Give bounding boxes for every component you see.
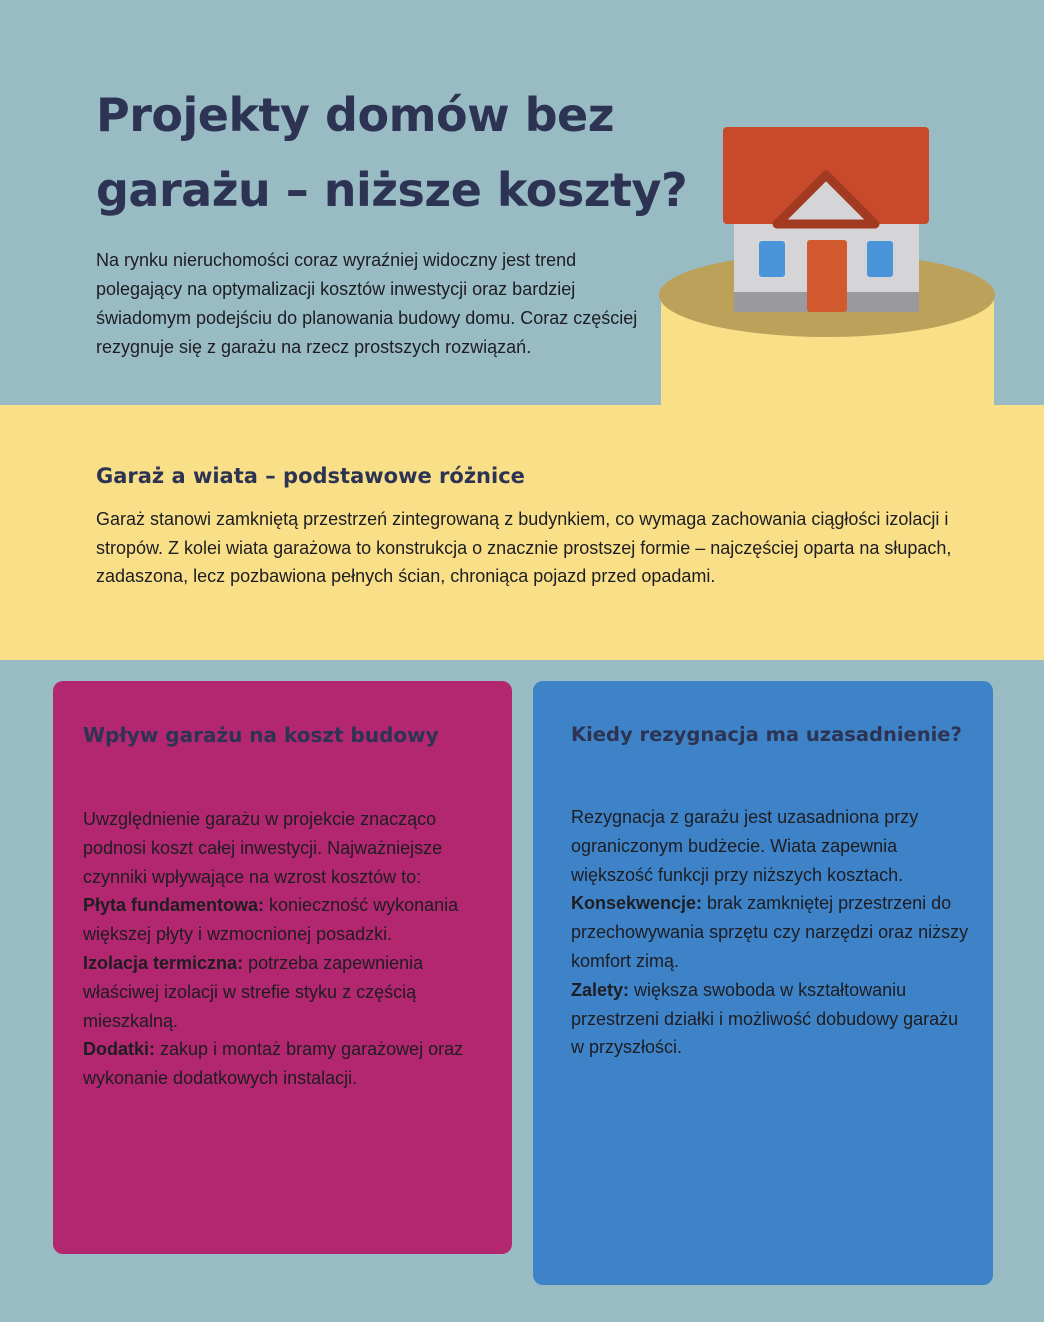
item-text: większa swoboda w kształtowaniu przestrzeni działki i możliwość dobudowy garażu w przyszłości. (571, 979, 959, 1058)
item-text: potrzeba zapewnienia właściwej izolacji w strefie styku z częścią mieszkalną. (83, 952, 424, 1031)
card-cost-impact (53, 681, 512, 1254)
item-label: Płyta fundamentowa: (83, 895, 265, 916)
list-item (83, 1035, 488, 1093)
card-body (83, 805, 488, 1093)
intro-text: Na rynku nieruchomości coraz wyraźniej widoczny jest trend polegający na optymalizacji kosztów inwestycji oraz bardziej świadomym podejściu do planowania budowy domu. Coraz częściej rezygnuje się z garażu na rzecz prostszych rozwiązań. (96, 250, 638, 357)
card-body (571, 803, 971, 1062)
page-title: Projekty domów bez garażu – niższe koszty? (96, 88, 688, 217)
item-text: brak zamkniętej przestrzeni do przechowywania sprzętu czy narzędzi oraz niższy komfort zimą. (571, 893, 969, 971)
item-label: Dodatki: (83, 1039, 155, 1060)
card-when-justified (533, 681, 993, 1285)
section-heading: Garaż a wiata – podstawowe różnice (96, 464, 525, 488)
card-intro: Uwzględnienie garażu w projekcie znacząco podnosi koszt całej inwestycji. Najważniejsze czynniki wpływające na wzrost kosztów to: (83, 809, 443, 887)
house-icon (656, 120, 998, 410)
item-label: Izolacja termiczna: (83, 952, 244, 973)
card-title: Kiedy rezygnacja ma uzasadnienie? (571, 723, 962, 746)
list-item (83, 891, 488, 949)
card-intro: Rezygnacja z garażu jest uzasadniona przy ograniczonym budżecie. Wiata zapewnia większość funkcji przy niższych kosztach. (571, 807, 919, 885)
list-item (83, 949, 488, 1035)
section-text: Garaż stanowi zamkniętą przestrzeń zintegrowaną z budynkiem, co wymaga zachowania ciągłości izolacji i stropów. Z kolei wiata garażowa to konstrukcja o znacznie prostszej formie – najczęściej oparta na słupach, zadaszona, lecz pozbawiona pełnych ścian, chroniąca pojazd przed opadami. (96, 509, 952, 586)
item-label: Zalety: (571, 979, 630, 1000)
window-right (867, 241, 893, 277)
list-item (571, 889, 971, 975)
house-door (807, 240, 847, 312)
item-text: konieczność wykonania większej płyty i wzmocnionej posadzki. (83, 895, 459, 945)
item-text: zakup i montaż bramy garażowej oraz wykonanie dodatkowych instalacji. (83, 1039, 464, 1089)
item-label: Konsekwencje: (571, 893, 703, 914)
window-left (759, 241, 785, 277)
list-item (571, 976, 971, 1062)
card-title: Wpływ garażu na koszt budowy (83, 723, 439, 747)
